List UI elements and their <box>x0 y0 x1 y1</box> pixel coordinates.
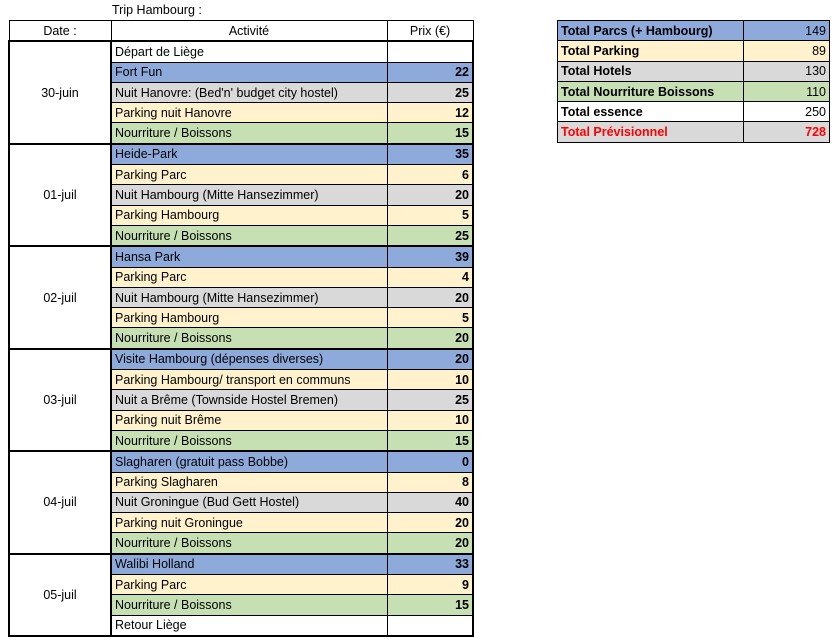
totals-table <box>557 20 830 143</box>
date-header[interactable]: Date : <box>9 21 111 42</box>
table-row <box>9 554 473 575</box>
itinerary-body <box>9 41 473 636</box>
price-cell[interactable]: 22 <box>387 62 473 82</box>
activity-cell[interactable]: Parking Slagharen <box>111 472 387 492</box>
activity-cell[interactable]: Nuit a Brême (Townside Hostel Bremen) <box>111 390 387 410</box>
totals-body <box>558 21 830 143</box>
price-cell[interactable]: 10 <box>387 410 473 430</box>
totals-row <box>558 41 830 61</box>
price-cell[interactable]: 5 <box>387 308 473 328</box>
activity-cell[interactable]: Parking nuit Brême <box>111 410 387 430</box>
activity-cell[interactable]: Visite Hambourg (dépenses diverses) <box>111 349 387 370</box>
total-value-cell[interactable]: 250 <box>744 102 830 122</box>
activity-cell[interactable]: Nourriture / Boissons <box>111 533 387 554</box>
activity-cell[interactable]: Nuit Groningue (Bud Gett Hostel) <box>111 492 387 512</box>
total-label-cell[interactable]: Total essence <box>558 102 744 122</box>
price-cell[interactable]: 25 <box>387 225 473 246</box>
date-cell[interactable]: 02-juil <box>9 246 111 348</box>
price-cell[interactable]: 12 <box>387 103 473 123</box>
table-row <box>9 41 473 62</box>
price-cell[interactable]: 5 <box>387 205 473 225</box>
totals-row <box>558 61 830 81</box>
activity-cell[interactable]: Parking Hambourg <box>111 308 387 328</box>
price-cell[interactable]: 8 <box>387 472 473 492</box>
price-cell[interactable] <box>387 615 473 636</box>
date-cell[interactable]: 01-juil <box>9 144 111 246</box>
activity-cell[interactable]: Fort Fun <box>111 62 387 82</box>
price-cell[interactable]: 4 <box>387 267 473 287</box>
date-cell[interactable]: 03-juil <box>9 349 111 451</box>
table-row <box>9 246 473 267</box>
activity-header[interactable]: Activité <box>111 21 387 42</box>
activity-cell[interactable]: Nourriture / Boissons <box>111 595 387 615</box>
price-cell[interactable]: 25 <box>387 390 473 410</box>
total-value-cell[interactable]: 89 <box>744 41 830 61</box>
activity-cell[interactable]: Slagharen (gratuit pass Bobbe) <box>111 451 387 472</box>
sheet-title: Trip Hambourg : <box>112 3 202 17</box>
date-cell[interactable]: 30-juin <box>9 41 111 143</box>
activity-cell[interactable]: Parking Hambourg <box>111 205 387 225</box>
header-row <box>9 21 473 42</box>
price-cell[interactable]: 39 <box>387 246 473 267</box>
price-header[interactable]: Prix (€) <box>387 21 473 42</box>
total-label-cell[interactable]: Total Parking <box>558 41 744 61</box>
activity-cell[interactable]: Nuit Hanovre: (Bed'n' budget city hostel) <box>111 82 387 102</box>
price-cell[interactable]: 0 <box>387 451 473 472</box>
activity-cell[interactable]: Parking Parc <box>111 575 387 595</box>
totals-row <box>558 102 830 122</box>
date-cell[interactable]: 04-juil <box>9 451 111 553</box>
price-cell[interactable]: 35 <box>387 144 473 165</box>
price-cell[interactable]: 15 <box>387 123 473 144</box>
price-cell[interactable]: 20 <box>387 349 473 370</box>
activity-cell[interactable]: Nourriture / Boissons <box>111 225 387 246</box>
price-cell[interactable]: 20 <box>387 287 473 307</box>
activity-cell[interactable]: Parking nuit Groningue <box>111 513 387 533</box>
activity-cell[interactable]: Retour Liège <box>111 615 387 636</box>
table-row <box>9 451 473 472</box>
activity-cell[interactable]: Heide-Park <box>111 144 387 165</box>
activity-cell[interactable]: Walibi Holland <box>111 554 387 575</box>
price-cell[interactable]: 15 <box>387 430 473 451</box>
itinerary-table <box>8 20 474 637</box>
total-label-cell[interactable]: Total Parcs (+ Hambourg) <box>558 21 744 41</box>
price-cell[interactable]: 15 <box>387 595 473 615</box>
date-cell[interactable]: 05-juil <box>9 554 111 636</box>
price-cell[interactable]: 9 <box>387 575 473 595</box>
totals-row <box>558 81 830 101</box>
total-value-cell[interactable]: 110 <box>744 81 830 101</box>
price-cell[interactable]: 6 <box>387 165 473 185</box>
activity-cell[interactable]: Parking Parc <box>111 165 387 185</box>
table-row <box>9 144 473 165</box>
price-cell[interactable]: 20 <box>387 533 473 554</box>
activity-cell[interactable]: Nourriture / Boissons <box>111 123 387 144</box>
total-label-cell[interactable]: Total Nourriture Boissons <box>558 81 744 101</box>
price-cell[interactable]: 33 <box>387 554 473 575</box>
total-value-cell[interactable]: 130 <box>744 61 830 81</box>
activity-cell[interactable]: Nuit Hambourg (Mitte Hansezimmer) <box>111 287 387 307</box>
totals-row <box>558 21 830 41</box>
price-cell[interactable]: 25 <box>387 82 473 102</box>
activity-cell[interactable]: Parking Parc <box>111 267 387 287</box>
activity-cell[interactable]: Départ de Liège <box>111 41 387 62</box>
price-cell[interactable]: 20 <box>387 185 473 205</box>
price-cell[interactable]: 40 <box>387 492 473 512</box>
activity-cell[interactable]: Hansa Park <box>111 246 387 267</box>
activity-cell[interactable]: Nourriture / Boissons <box>111 328 387 349</box>
price-cell[interactable]: 20 <box>387 513 473 533</box>
total-label-cell[interactable]: Total Prévisionnel <box>558 122 744 142</box>
total-value-cell[interactable]: 728 <box>744 122 830 142</box>
totals-row <box>558 122 830 142</box>
table-row <box>9 349 473 370</box>
activity-cell[interactable]: Parking nuit Hanovre <box>111 103 387 123</box>
activity-cell[interactable]: Parking Hambourg/ transport en communs <box>111 370 387 390</box>
total-label-cell[interactable]: Total Hotels <box>558 61 744 81</box>
price-cell[interactable]: 10 <box>387 370 473 390</box>
price-cell[interactable]: 20 <box>387 328 473 349</box>
total-value-cell[interactable]: 149 <box>744 21 830 41</box>
activity-cell[interactable]: Nuit Hambourg (Mitte Hansezimmer) <box>111 185 387 205</box>
activity-cell[interactable]: Nourriture / Boissons <box>111 430 387 451</box>
price-cell[interactable] <box>387 41 473 62</box>
